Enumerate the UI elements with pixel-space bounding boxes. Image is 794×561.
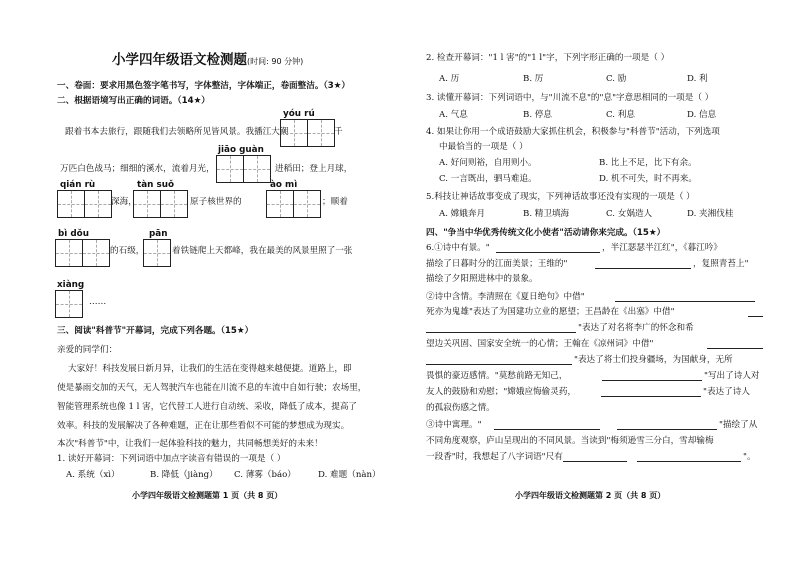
char-grid-4b [143,239,171,267]
answer-blank[interactable] [637,461,741,462]
question-6: 6.①诗中有景。" [426,243,490,253]
section-4: 四、"争当中华优秀传统文化小使者"活动请你来完成。（15★） [426,228,666,238]
question-7-text: 友人的鼓励和劝慰；"嫦娥应悔偷灵药， [426,387,577,397]
passage-text: ；顺着 [322,197,348,207]
question-7: ②诗中含情。李清照在《夏日绝句》中借" [426,292,585,302]
exam-title-text: 小学四年级语文检测题 [112,52,247,68]
question-8-text: 不同角度观察，庐山呈现出的不同风景。当读到"梅须逊雪三分白，雪却输梅 [426,436,714,446]
question-7-text: 的孤寂伤感之情。 [426,403,495,413]
option-a: A. 嫦娥奔月 [439,209,486,219]
question-6-text: ，复照青苔上" [693,259,749,269]
option-a: A. 系统（xì） [66,470,120,480]
answer-blank[interactable] [426,332,576,333]
question-4: 4. 如果让你用一个成语鼓励大家抓住机会，积极参与"科普节"活动，下列选项 [426,127,720,137]
section-2: 二、根据语境写出正确的词语。（14★） [57,96,210,106]
passage-line-2: 万匹白色战马；细细的溪水，流着月光， [60,164,215,174]
question-4-cont: 中最恰当的一项是（ ） [439,142,528,152]
answer-blank[interactable] [615,301,755,302]
question-7-text: "表达了对名将李广的怀念和希 [578,323,694,333]
answer-blank[interactable] [601,396,701,397]
option-d: D. 信息 [687,110,717,120]
option-d: D. 夹湘伐桂 [687,209,734,219]
answer-blank[interactable] [426,364,572,365]
question-8-text: "描绘了从 [719,420,758,430]
option-b: B. 精卫填海 [523,209,570,219]
question-3: 3. 读懂开幕词：下列词语中，与"川流不息"的"息"字意思相同的一项是（ ） [426,93,714,103]
option-b: B. 比上不足，比下有余。 [599,158,697,168]
greeting: 亲爱的同学们： [57,345,118,355]
question-2: 2. 检查开幕词："1 l 害"的"1 l"字，下列字形正确的一项是（ ） [426,53,670,63]
reading-line: 本次"科普节"中，让我们一起体验科技的魅力，共同畅想美好的未来！ [57,439,323,449]
option-b: B. 降低（jiàng） [150,470,218,480]
pinyin-3c: ào mì [270,180,298,190]
passage-text: 千 [334,127,343,137]
pinyin-3a: qián rù [60,180,96,190]
pinyin-4b: pān [149,229,168,239]
answer-blank[interactable] [748,316,763,317]
passage-line-1: 跟着书本去旅行，跟随我们去领略所见皆风景。我播江大潮 [65,127,289,137]
answer-blank[interactable] [595,268,691,269]
answer-blank[interactable] [496,252,600,253]
pinyin-5: xiàng [57,280,85,290]
passage-text: …… [89,297,107,307]
pinyin-3b: tàn suǒ [137,180,175,190]
question-7-text: "表达了将士们投身疆场，为国献身，无所 [574,355,733,365]
answer-blank[interactable] [494,429,600,430]
char-grid-4a [55,239,109,267]
question-6-text: 描绘了夕阳照进林中的景象。 [426,274,538,284]
char-grid-3a [57,190,111,218]
char-grid-3c [266,190,320,218]
char-grid-2 [216,155,270,183]
question-7-text: "写出了诗人对 [704,371,760,381]
reading-line: 使是暴雨交加的天气，无人驾驶汽车也能在川流不息的车流中自如行驶；农场里， [57,383,367,393]
reading-line: 智能管理系统也像 1 l 害，它代替工人进行自动统、采收，降低了成本，提高了 [57,402,358,412]
question-6-text: ，半江瑟瑟半江红"，《暮江吟》 [602,243,722,253]
option-a: A. 历 [439,74,460,84]
option-d: D. 利 [687,74,708,84]
option-a: A. 好问则裕，自用则小。 [439,158,537,168]
question-8-text: 一段香"时，我想起了八字词语"尺有 [426,452,563,462]
page-2 [397,0,794,561]
answer-blank[interactable] [563,461,627,462]
question-8: ③诗中寓理。" [426,420,482,430]
passage-text: 原子核世界的 [190,197,242,207]
reading-line: 效率。科技的发展解决了各种难题，正在让那些看似不可能的梦想成为现实。 [57,421,350,431]
exam-time: (时间: 90 分钟) [247,57,304,66]
char-grid-1 [280,119,334,147]
option-d: D. 难题（nàn） [318,470,381,480]
passage-text: 的石级， [110,246,145,256]
question-7-text: "表达了诗人 [703,387,750,397]
char-grid-3b [133,190,187,218]
option-c: C. 一言既出，驷马难追。 [439,174,537,184]
option-c: C. 利息 [606,110,635,120]
char-grid-5 [55,290,83,318]
question-5: 5.科技让神话故事变成了现实，下列神话故事还没有实现的一项是（ ） [426,192,695,202]
section-1: 一、卷面：要求用黑色签字笔书写，字体整洁，字体端正，卷面整洁。（3★） [57,81,350,91]
pinyin-4a: bì dǒu [58,229,89,239]
question-1: 1. 读好开幕词：下列词语中加点字读音有错误的一项是（ ） [57,454,286,464]
option-d: D. 机不可失，时不再来。 [599,174,697,184]
option-a: A. 气息 [439,110,468,120]
passage-text: 着铁链爬上天都峰，我在最美的风景里照了一张 [172,246,353,256]
pinyin-2: jiāo guàn [218,145,264,155]
exam-title [112,54,303,68]
pinyin-1: yóu rú [283,109,315,119]
answer-blank[interactable] [602,380,702,381]
question-7-text: 死亦为鬼雄"表达了为国建功立业的愿望；王昌龄在《出塞》中借" [426,307,675,317]
question-8-text: "。 [743,452,756,462]
option-c: C. 薄雾（báo） [234,470,296,480]
option-b: B. 厉 [523,74,544,84]
question-7-text: 畏惧的豪迈感情。"莫愁前路无知己， [426,371,568,381]
reading-line: 大家好！科技发展日新月异，让我们的生活在变得越来越便捷。道路上，即 [68,364,352,374]
question-7-text: 望边关巩固、国家安全统一的心情；王翰在《凉州词》中借" [426,339,654,349]
page-footer: 小学四年级语文检测题第 1 页（共 8 页） [132,491,283,500]
page-footer: 小学四年级语文检测题第 2 页（共 8 页） [515,491,666,500]
section-3: 三、阅读"科普节"开幕词，完成下列各题。（15★） [57,326,254,336]
answer-blank[interactable] [707,348,763,349]
option-b: B. 停息 [523,110,552,120]
passage-text: 深海， [111,197,137,207]
passage-text: 进稻田；登上月球， [275,164,353,174]
option-c: C. 励 [606,74,627,84]
answer-blank[interactable] [617,429,717,430]
option-c: C. 女娲造人 [606,209,653,219]
question-6-text: 描绘了日暮时分的江面美景；王维的" [426,259,568,269]
